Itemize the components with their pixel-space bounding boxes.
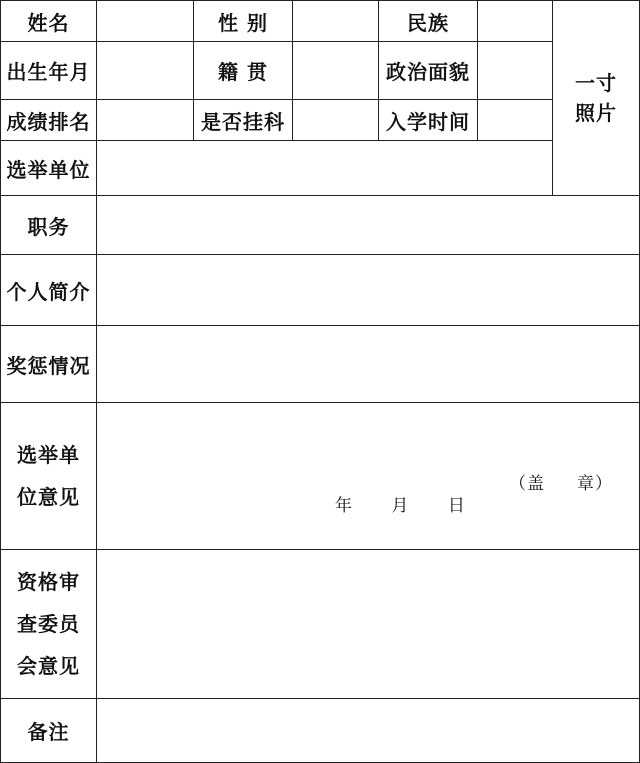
committee-opinion-field[interactable] <box>96 549 640 699</box>
name-label: 姓名 <box>0 0 97 42</box>
enroll-date-field[interactable] <box>477 99 553 141</box>
intro-field[interactable] <box>96 254 640 326</box>
unit-opinion-line1: 选举单 <box>17 443 80 467</box>
rank-field[interactable] <box>96 99 194 141</box>
political-status-field[interactable] <box>477 41 553 100</box>
enroll-date-label: 入学时间 <box>378 99 478 141</box>
intro-label: 个人简介 <box>0 254 97 326</box>
political-status-label: 政治面貌 <box>378 41 478 100</box>
photo-label-line2: 照片 <box>575 101 617 125</box>
committee-opinion-line2: 查委员 <box>17 612 80 636</box>
ethnicity-field[interactable] <box>477 0 553 42</box>
position-label: 职务 <box>0 195 97 255</box>
failed-course-label: 是否挂科 <box>193 99 293 141</box>
ethnicity-label: 民族 <box>378 0 478 42</box>
rank-label: 成绩排名 <box>0 99 97 141</box>
committee-opinion-line1: 资格审 <box>17 570 80 594</box>
committee-opinion-line3: 会意见 <box>17 654 80 678</box>
birth-field[interactable] <box>96 41 194 100</box>
gender-field[interactable] <box>292 0 379 42</box>
position-field[interactable] <box>96 195 640 255</box>
native-place-label: 籍 贯 <box>193 41 293 100</box>
rewards-field[interactable] <box>96 325 640 403</box>
committee-opinion-label <box>0 549 97 699</box>
unit-opinion-field[interactable] <box>96 402 640 550</box>
photo-box[interactable] <box>552 0 640 196</box>
photo-label-line1: 一寸 <box>575 71 617 95</box>
electoral-unit-field[interactable] <box>96 140 553 196</box>
remarks-field[interactable] <box>96 698 640 763</box>
unit-opinion-line2: 位意见 <box>17 485 80 509</box>
failed-course-field[interactable] <box>292 99 379 141</box>
name-field[interactable] <box>96 0 194 42</box>
birth-label: 出生年月 <box>0 41 97 100</box>
seal-text: （盖 章） <box>509 474 614 494</box>
date-text: 年 月 日 <box>335 496 466 516</box>
unit-opinion-label <box>0 402 97 550</box>
native-place-field[interactable] <box>292 41 379 100</box>
gender-label: 性 别 <box>193 0 293 42</box>
rewards-label: 奖惩情况 <box>0 325 97 403</box>
electoral-unit-label: 选举单位 <box>0 140 97 196</box>
remarks-label: 备注 <box>0 698 97 763</box>
